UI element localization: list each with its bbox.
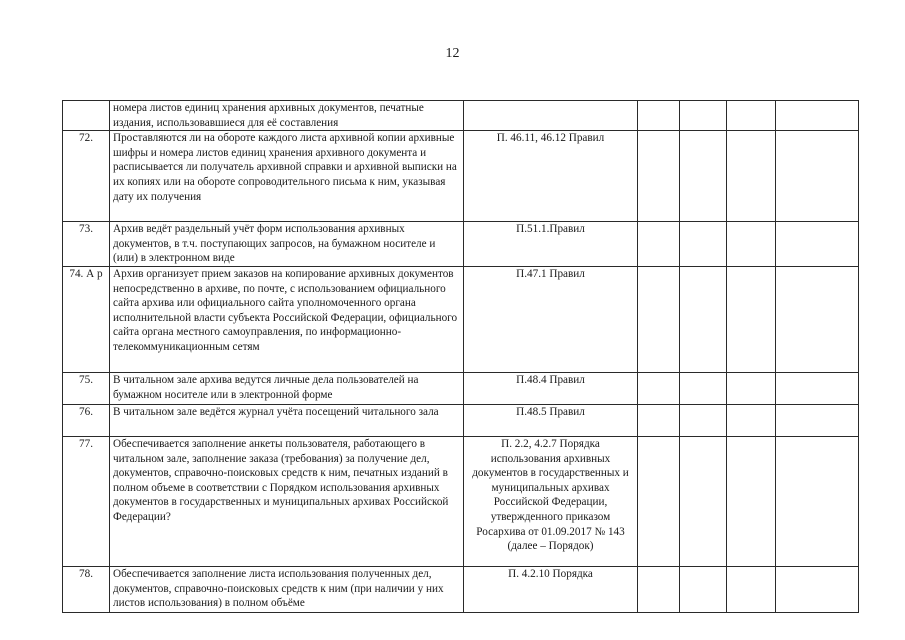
legal-reference: П. 46.11, 46.12 Правил	[464, 131, 638, 222]
legal-reference: П.47.1 Правил	[464, 266, 638, 372]
answer-yes-cell	[638, 131, 680, 222]
answer-yes-cell	[638, 566, 680, 612]
legal-reference: П.51.1.Правил	[464, 222, 638, 267]
row-number: 78.	[63, 566, 110, 612]
row-number: 77.	[63, 436, 110, 566]
table-row	[63, 566, 859, 612]
answer-no-cell	[680, 131, 727, 222]
requirement-text: Проставляются ли на обороте каждого листа архивной копии архивные шифры и номера листов единиц хранения архивного документа и расписывается ли получатель архивной справки и архивной выписки на их копиях или на обороте сопроводительного письма к ним, указывая дату их получения	[110, 131, 464, 222]
page-number: 12	[445, 46, 460, 61]
answer-na-cell	[727, 372, 776, 404]
note-cell	[776, 101, 859, 131]
note-cell	[776, 222, 859, 267]
requirement-text: В читальном зале ведётся журнал учёта посещений читального зала	[110, 404, 464, 436]
answer-yes-cell	[638, 372, 680, 404]
row-number: 74. А р	[63, 266, 110, 372]
answer-na-cell	[727, 266, 776, 372]
requirement-text: Архив ведёт раздельный учёт форм использования архивных документов, в т.ч. поступающих запросов, на бумажном носителе и (или) в электронном виде	[110, 222, 464, 267]
table-row	[63, 266, 859, 372]
requirements-table	[62, 100, 859, 613]
table-row	[63, 131, 859, 222]
answer-na-cell	[727, 566, 776, 612]
answer-no-cell	[680, 266, 727, 372]
note-cell	[776, 566, 859, 612]
row-number: 73.	[63, 222, 110, 267]
answer-na-cell	[727, 131, 776, 222]
note-cell	[776, 404, 859, 436]
answer-no-cell	[680, 101, 727, 131]
answer-na-cell	[727, 222, 776, 267]
answer-na-cell	[727, 404, 776, 436]
table-row	[63, 222, 859, 267]
note-cell	[776, 266, 859, 372]
answer-na-cell	[727, 436, 776, 566]
requirement-text: В читальном зале архива ведутся личные дела пользователей на бумажном носителе или в электронной форме	[110, 372, 464, 404]
answer-yes-cell	[638, 222, 680, 267]
legal-reference: П. 2.2, 4.2.7 Порядка использования архивных документов в государственных и муниципальных архивах Российской Федерации, утвержденного приказом Росархива от 01.09.2017 № 143 (далее – Порядок)	[464, 436, 638, 566]
answer-no-cell	[680, 372, 727, 404]
table-row	[63, 436, 859, 566]
answer-no-cell	[680, 566, 727, 612]
note-cell	[776, 372, 859, 404]
answer-no-cell	[680, 404, 727, 436]
table-row	[63, 404, 859, 436]
note-cell	[776, 131, 859, 222]
legal-reference: П.48.5 Правил	[464, 404, 638, 436]
requirement-text: Обеспечивается заполнение анкеты пользователя, работающего в читальном зале, заполнение заказа (требования) за получение дел, документов, справочно-поисковых средств к ним, печатных изданий в полном объеме в соответствии с Порядком использования архивных документов в государственных и муниципальных архивах Российской Федерации?	[110, 436, 464, 566]
legal-reference: П.48.4 Правил	[464, 372, 638, 404]
requirement-text: Архив организует прием заказов на копирование архивных документов непосредственно в архиве, по почте, с использованием официального сайта архива или официального сайта уполномоченного органа исполнительной власти субъекта Российской Федерации, официального сайта органа местного самоуправления, по информационно-телекоммуникационным сетям	[110, 266, 464, 372]
answer-yes-cell	[638, 404, 680, 436]
answer-yes-cell	[638, 101, 680, 131]
legal-reference	[464, 101, 638, 131]
row-number: 75.	[63, 372, 110, 404]
requirement-text: номера листов единиц хранения архивных документов, печатные издания, использовавшиеся для её составления	[110, 101, 464, 131]
requirement-text: Обеспечивается заполнение листа использования полученных дел, документов, справочно-поисковых средств к ним (при наличии у них листов использования) в полном объёме	[110, 566, 464, 612]
legal-reference: П. 4.2.10 Порядка	[464, 566, 638, 612]
row-number	[63, 101, 110, 131]
table-row	[63, 101, 859, 131]
answer-na-cell	[727, 101, 776, 131]
answer-no-cell	[680, 222, 727, 267]
answer-no-cell	[680, 436, 727, 566]
answer-yes-cell	[638, 436, 680, 566]
table-row	[63, 372, 859, 404]
answer-yes-cell	[638, 266, 680, 372]
note-cell	[776, 436, 859, 566]
row-number: 76.	[63, 404, 110, 436]
row-number: 72.	[63, 131, 110, 222]
